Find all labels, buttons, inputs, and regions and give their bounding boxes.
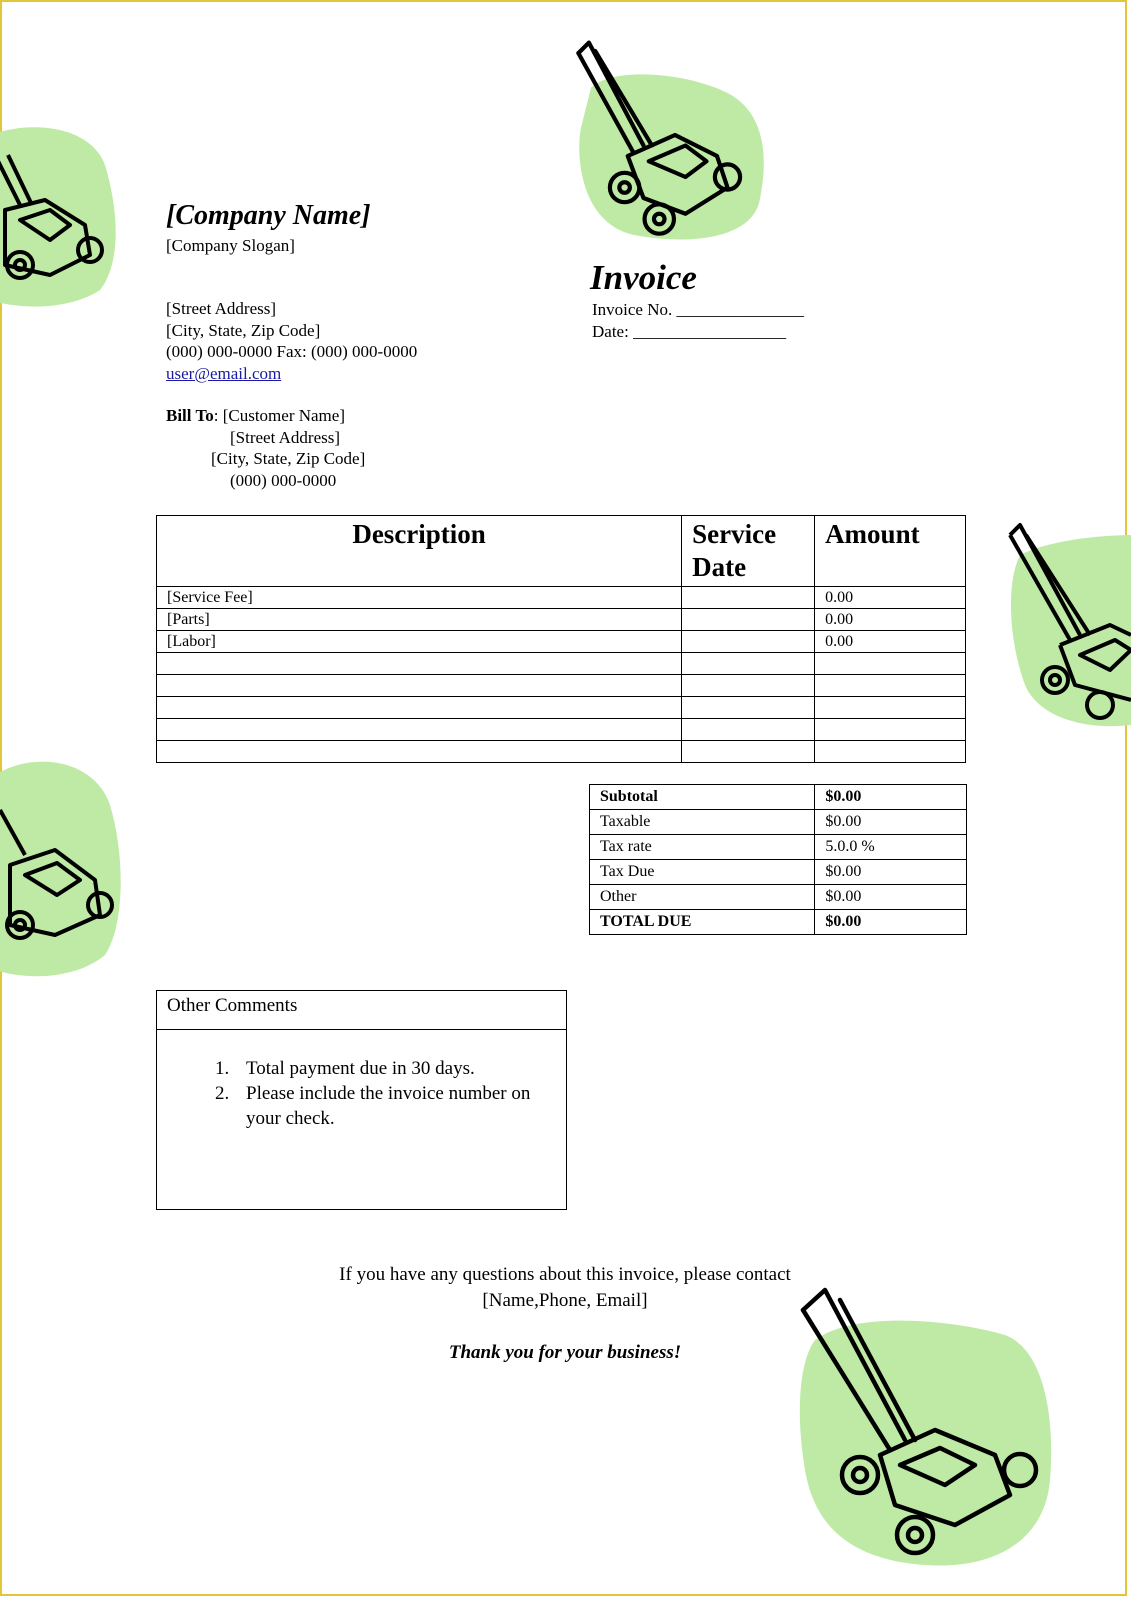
table-row	[157, 697, 966, 719]
totals-label: Tax rate	[590, 835, 815, 860]
totals-row	[590, 835, 967, 860]
totals-value: $0.00	[815, 810, 967, 835]
cell-service-date	[682, 631, 815, 653]
totals-row	[590, 785, 967, 810]
cell-description	[157, 741, 682, 763]
totals-label: TOTAL DUE	[590, 910, 815, 935]
comment-item: 2. Please include the invoice number on your check.	[234, 1081, 566, 1131]
company-city: [City, State, Zip Code]	[166, 320, 321, 340]
cell-service-date	[682, 719, 815, 741]
bill-to-city: [City, State, Zip Code]	[211, 449, 366, 468]
cell-service-date	[682, 653, 815, 675]
totals-value: $0.00	[815, 885, 967, 910]
table-row	[157, 675, 966, 697]
company-slogan: [Company Slogan]	[166, 236, 295, 255]
cell-amount	[815, 741, 966, 763]
cell-description	[157, 675, 682, 697]
cell-description: [Parts]	[157, 609, 682, 631]
bill-to-phone: (000) 000-0000	[230, 470, 337, 490]
lawn-mower-icon	[570, 30, 780, 240]
totals-row	[590, 910, 967, 935]
table-row	[157, 631, 966, 653]
cell-amount	[815, 697, 966, 719]
footer-thanks: Thank you for your business!	[448, 1342, 682, 1363]
totals-value: $0.00	[815, 785, 967, 810]
totals-label: Taxable	[590, 810, 815, 835]
totals-row	[590, 860, 967, 885]
cell-description	[157, 697, 682, 719]
cell-service-date	[682, 675, 815, 697]
totals-value: $0.00	[815, 860, 967, 885]
header-service-date: Service Date	[682, 516, 815, 587]
company-address	[166, 298, 417, 384]
other-comments-box	[156, 990, 567, 1210]
cell-amount	[815, 675, 966, 697]
cell-description: [Labor]	[157, 631, 682, 653]
totals-row	[590, 885, 967, 910]
comment-item: 1. Total payment due in 30 days.	[234, 1056, 566, 1081]
comments-list	[157, 1056, 566, 1131]
invoice-meta	[592, 299, 804, 342]
company-email-link[interactable]: user@email.com	[166, 363, 282, 383]
comments-heading: Other Comments	[157, 991, 566, 1030]
company-phone-fax: (000) 000-0000 Fax: (000) 000-0000	[166, 342, 418, 361]
lawn-mower-icon	[0, 115, 125, 315]
cell-service-date	[682, 697, 815, 719]
cell-description	[157, 719, 682, 741]
lawn-mower-icon	[795, 1280, 1065, 1580]
bill-to-block: Bill To: [Customer Name] [Street Address] [City, State, Zip Code] (000) 000-0000	[166, 406, 366, 490]
bill-to-label: Bill To	[166, 406, 214, 425]
lawn-mower-icon	[0, 755, 130, 980]
company-street: [Street Address]	[166, 299, 277, 318]
totals-value: 5.0.0 %	[815, 835, 967, 860]
totals-table	[589, 784, 967, 935]
footer-contact: [Name,Phone, Email]	[482, 1290, 648, 1311]
cell-amount	[815, 719, 966, 741]
footer-question: If you have any questions about this invoice, please contact	[339, 1264, 791, 1285]
table-row	[157, 587, 966, 609]
cell-amount: 0.00	[815, 587, 966, 609]
cell-description: [Service Fee]	[157, 587, 682, 609]
cell-description	[157, 653, 682, 675]
totals-label: Other	[590, 885, 815, 910]
invoice-title: Invoice	[590, 258, 697, 297]
cell-amount: 0.00	[815, 631, 966, 653]
table-row	[157, 741, 966, 763]
totals-label: Tax Due	[590, 860, 815, 885]
table-row	[157, 719, 966, 741]
cell-service-date	[682, 741, 815, 763]
totals-value: $0.00	[815, 910, 967, 935]
totals-row	[590, 810, 967, 835]
bill-to-street: [Street Address]	[230, 427, 341, 447]
cell-amount: 0.00	[815, 609, 966, 631]
bill-to-customer: [Customer Name]	[222, 406, 345, 425]
header-description: Description	[157, 516, 682, 587]
cell-amount	[815, 653, 966, 675]
items-header-row	[157, 516, 966, 587]
invoice-date-field: Date: __________________	[592, 321, 787, 341]
cell-service-date	[682, 609, 815, 631]
lawn-mower-icon	[1000, 515, 1131, 735]
totals-label: Subtotal	[590, 785, 815, 810]
table-row	[157, 609, 966, 631]
company-name: [Company Name]	[166, 200, 371, 231]
table-row	[157, 653, 966, 675]
items-table	[156, 515, 966, 763]
header-amount: Amount	[815, 516, 966, 587]
invoice-number-field: Invoice No. _______________	[592, 300, 805, 319]
cell-service-date	[682, 587, 815, 609]
